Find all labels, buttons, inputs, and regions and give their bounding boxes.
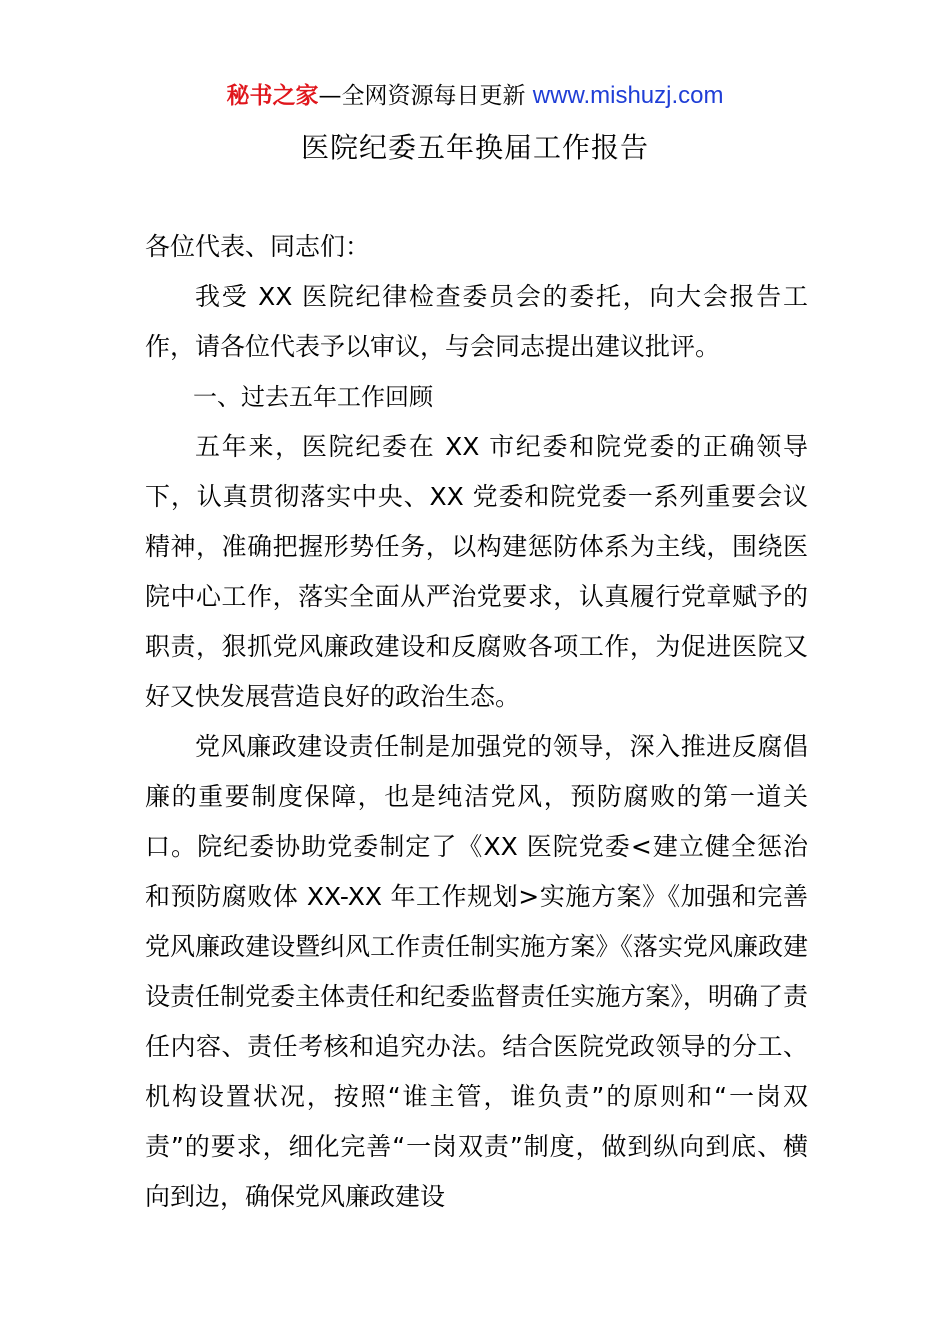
- site-header: [0, 80, 950, 112]
- body-paragraph: 五年来，医院纪委在 XX 市纪委和院党委的正确领导下，认真贯彻落实中央、XX 党委和院党委一系列重要会议精神，准确把握形势任务，以构建惩防体系为主线，围绕医院中心工作，落实全面从严治党要求，认真履行党章赋予的职责，狠抓党风廉政建设和反腐败各项工作，为促进医院又好又快发展营造良好的政治生态。: [145, 432, 808, 711]
- section-heading: 一、过去五年工作回顾: [193, 383, 433, 411]
- intro-paragraph: 我受 XX 医院纪律检查委员会的委托，向大会报告工作，请各位代表予以审议，与会同志提出建议批评。: [145, 282, 808, 361]
- document-title: 医院纪委五年换届工作报告: [300, 131, 649, 164]
- body-paragraph: 党风廉政建设责任制是加强党的领导，深入推进反腐倡廉的重要制度保障，也是纯洁党风，预防腐败的第一道关口。院纪委协助党委制定了《XX 医院党委<建立健全惩治和预防腐败体 XX-XX 年工作规划>实施方案》《加强和完善党风廉政建设暨纠风工作责任制实施方案》《落实党风廉政建设责任制党委主体责任和纪委监督责任实施方案》，明确了责任内容、责任考核和追究办法。结合医院党政领导的分工、机构设置状况，按照“谁主管，谁负责”的原则和“一岗双责”的要求，细化完善“一岗双责”制度，做到纵向到底、横向到边，确保党风廉政建设: [145, 732, 808, 1211]
- header-tagline: —全网资源每日更新: [318, 83, 533, 109]
- site-url-link[interactable]: www.mishuzj.com: [532, 82, 724, 109]
- salutation: 各位代表、同志们：: [145, 232, 371, 261]
- document-body: [145, 222, 808, 1222]
- brand-name: 秘书之家: [226, 83, 319, 109]
